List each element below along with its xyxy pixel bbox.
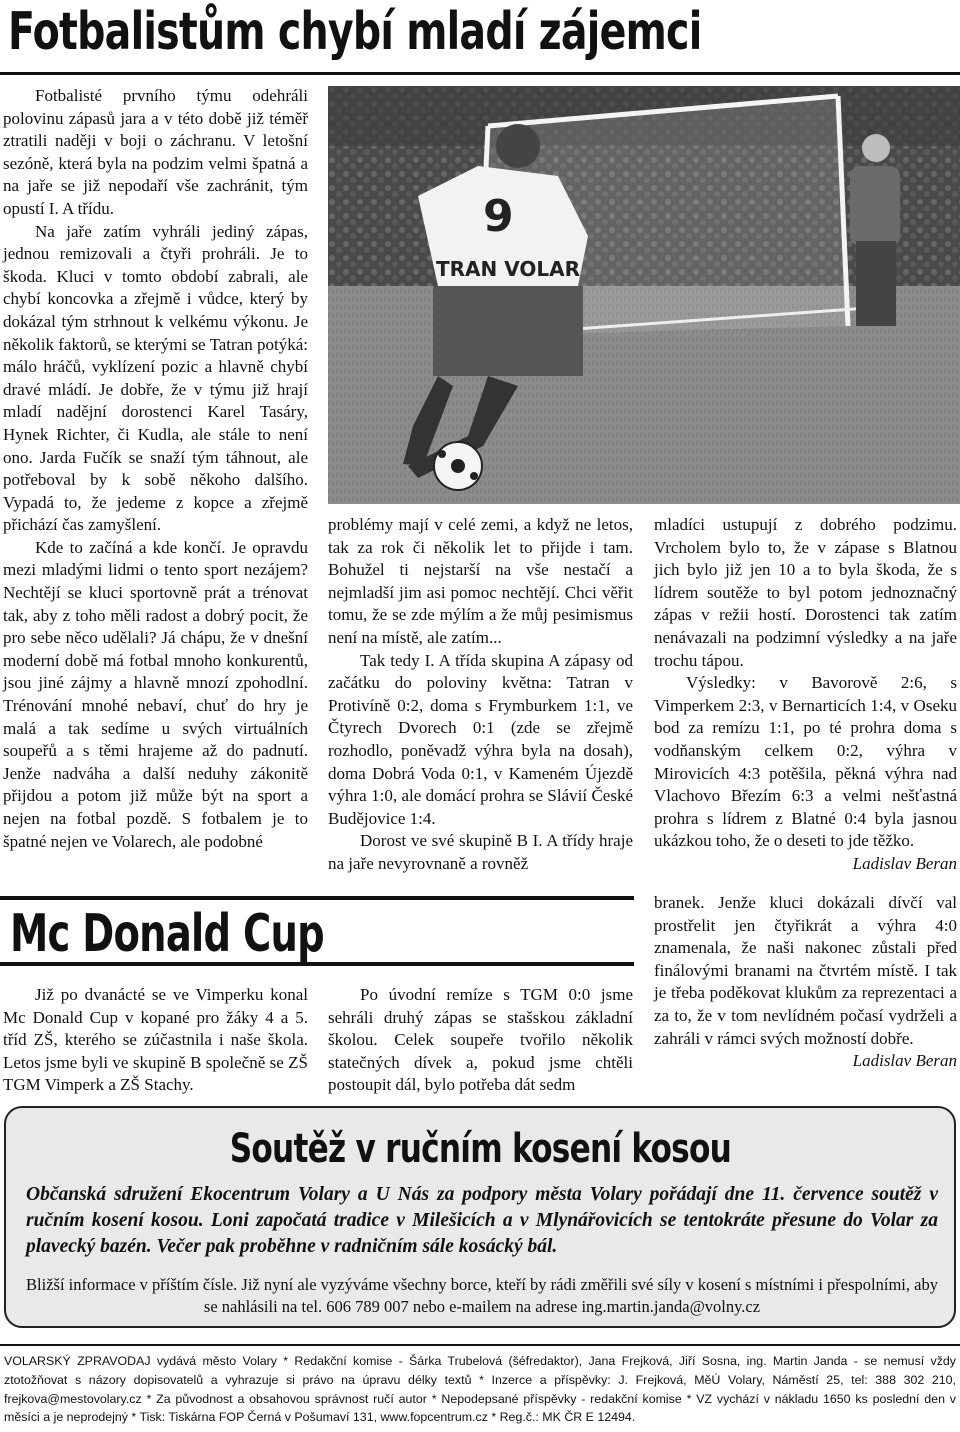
paragraph: problémy mají v celé zemi, a když ne letos, tak za rok či několik let to přijde i tam. Bohužel ti nejstarší na vše nestačí a nejmladší jim asi pomoc nechtějí. Chci věřit tomu, že se zde mýlím a že můj pesimismus není na místě, ale zatím... <box>328 515 633 647</box>
announcement-box <box>4 1106 956 1328</box>
paragraph: Výsledky: v Bavorově 2:6, s Vimperkem 2:3, v Bernarticích 1:4, v Oseku bod za remízu 1:1, po té prohra doma s vodňanským celkem 0:2, výhra v Mirovicích 4:3 potěšila, pěkná výhra nad Vlachovo Březím 6:3 a velmi nešťastná prohra s lídrem z Blatné 0:4 byla jasnou ukázkou toho, že o deseti to jde těžko. <box>654 673 957 851</box>
paragraph: Tak tedy I. A třída skupina A zápasy od začátku do poloviny května: Tatran v Protivíně 0:2, doma s Frymburkem 1:1, ve Čtyrech Dvorech 0:1 (zde se zřejmě rozhodlo, poněvadž výhra byla na dosah), doma Dobrá Voda 0:1, v Kameném Újezdě výhra 1:0, ale domácí prohra se Slávií České Budějovice 1:4. <box>328 650 633 828</box>
article-column-2 <box>328 984 633 1097</box>
article-column-3 <box>654 514 957 876</box>
article-column-1 <box>3 85 308 853</box>
mcdonald-cup-header <box>0 896 634 966</box>
announcement-headline <box>6 1126 954 1172</box>
author-signature: Ladislav Beran <box>852 853 957 873</box>
announcement-info: Bližší informace v příštím čísle. Již nyní ale vyzýváme všechny borce, kteří by rádi změřili své síly v kosení s místními i přespolními, aby se nahlásili na tel. 606 789 007 nebo e-mailem na adrese ing.martin.janda@volny.cz <box>26 1275 938 1316</box>
jersey-number: 9 <box>483 191 514 242</box>
author-signature: Ladislav Beran <box>852 1051 957 1071</box>
paragraph: Kde to začíná a kde končí. Je opravdu mezi mladými lidmi o tento sport nezájem? Nechtějí se kluci sportovně prát a trénovat tak, aby z toho měli radost a dobrý pocit, že pro sebe něco udělali? Já chápu, že v dnešní moderní době má fotbal mnoho konkurentů, jsou jiné zájmy a hlavně mnozí zpohodlní. Trénování mnohé nebaví, chuť do hry je malá a tak sedíme u svých virtuálních soupeřů a s těmi hrajeme až do padnutí. Jenže nadváha a další neduhy zákonitě přijdou a potom již může být na sport a nejen na fotbal pozdě. S fotbalem je to špatné nejen ve Volarech, ale podobné <box>3 537 308 851</box>
paragraph: mladíci ustupují z dobrého podzimu. Vrcholem bylo to, že v zápase s Blatnou jich bylo již jen 10 a to byla škoda, že s lídrem soutěže to byl potom jednoznačný zápas v režii hostí. Dorostenci tak zatím nenávazali na podzimní výsledky a na jaře trochu tápou. <box>654 515 957 670</box>
article-headline: Mc Donald Cup <box>10 904 324 964</box>
article-column-3 <box>654 892 957 1073</box>
jersey-text: TRAN VOLAR <box>436 257 580 281</box>
article-column-2 <box>328 514 633 876</box>
football-photo <box>328 86 960 504</box>
paragraph: Dorost ve své skupině B I. A třídy hraje na jaře nevyrovnaně a rovněž <box>328 831 633 873</box>
publication-footer: VOLARSKÝ ZPRAVODAJ vydává město Volary * Redakční komise - Šárka Trubelová (šéfredaktor), Jana Frejková, Jiří Sosna, ing. Martin Janda - se nemusí vždy ztotožňovat s názory dopisovatelů a vyhrazuje si právo na úpravu délky textů * Inzerce a příspěvky: J. Frejková, MěÚ Volary, Náměstí 25, tel: 388 302 210, frejkova@mestovolary.cz * Za původnost a obsahovou správnost ručí autor * Nepodepsané příspěvky - redakční komise * VZ vychází v nákladu 1650 ks poslední den v měsíci a je neprodejný * Tisk: Tiskárna FOP Černá v Pošumaví 131, www.fopcentrum.cz * Reg.č.: MK ČR E 12494. <box>4 1354 956 1425</box>
paragraph: branek. Jenže kluci dokázali dívčí val prostřelit jen čtyřikrát a výhra 4:0 znamenala, že naši nakonec zůstali před finálovými branami na čtvrtém místě. I tak je třeba poděkovat klukům za reprezentaci a za to, že v tom nevlídném počasí vydrželi a zahráli v rámci svých možností dobře. <box>654 893 957 1048</box>
announcement-lead: Občanská sdružení Ekocentrum Volary a U Nás za podpory města Volary pořádají dne 11. července soutěž v ručním kosení kosou. Loni započatá tradice v Milešicích a v Mlynářovicích se tentokráte přesune do Volar za plavecký bazén. Večer pak proběhne v radničním sále kosácký bál. <box>26 1184 938 1257</box>
footer-rule <box>0 1344 960 1346</box>
paragraph: Fotbalisté prvního týmu odehráli polovinu zápasů jara a v této době již téměř ztratili naději v boji o záchranu. V letošní sezóně, která byla na podzim velmi špatná a na jaře se již nepodaří vše zachránit, tým opustí I. A třídu. <box>3 86 308 218</box>
paragraph: Po úvodní remíze s TGM 0:0 jsme sehráli druhý zápas se stašskou základní školou. Celek soupeře tvořilo několik statečných dívek a, pokud jsme chtěli postoupit dál, bylo potřeba dát sedm <box>328 985 633 1095</box>
football-player-image <box>328 86 960 504</box>
announcement-headline-text: Soutěž v ručním kosení kosou <box>229 1126 731 1172</box>
article-headline: Fotbalistům chybí mladí zájemci <box>8 2 702 62</box>
article-column-1 <box>3 984 308 1097</box>
paragraph: Již po dvanácté se ve Vimperku konal Mc Donald Cup v kopané pro žáky 4 a 5. tříd ZŠ, kterého se zúčastnila i naše škola. Letos jsme byli ve skupině B společně se ZŠ TGM Vimperk a ZŠ Stachy. <box>3 985 308 1095</box>
headline-rule <box>0 72 960 75</box>
paragraph: Na jaře zatím vyhráli jediný zápas, jednou remizovali a čtyři prohráli. Je to škoda. Kluci v tomto období zabrali, ale chybí koncovka a zřejmě i vůdce, který by dokázal tým strhnout k velkému výkonu. Je několik faktorů, se kterými se Tatran potýká: málo hráčů, vyklízení pozic a hlavně chybí dravé mládí. Je dobře, že v týmu již hrají mladí nadějní dorostenci Karel Tasáry, Hynek Richter, či Kudla, ale stále to není ono. Jarda Fučík se snaží tým táhnout, ale potřeboval by k sobě někoho dalšího. Vypadá to, že jedeme z kopce a zřejmě přichází čas zamyšlení. <box>3 221 308 535</box>
